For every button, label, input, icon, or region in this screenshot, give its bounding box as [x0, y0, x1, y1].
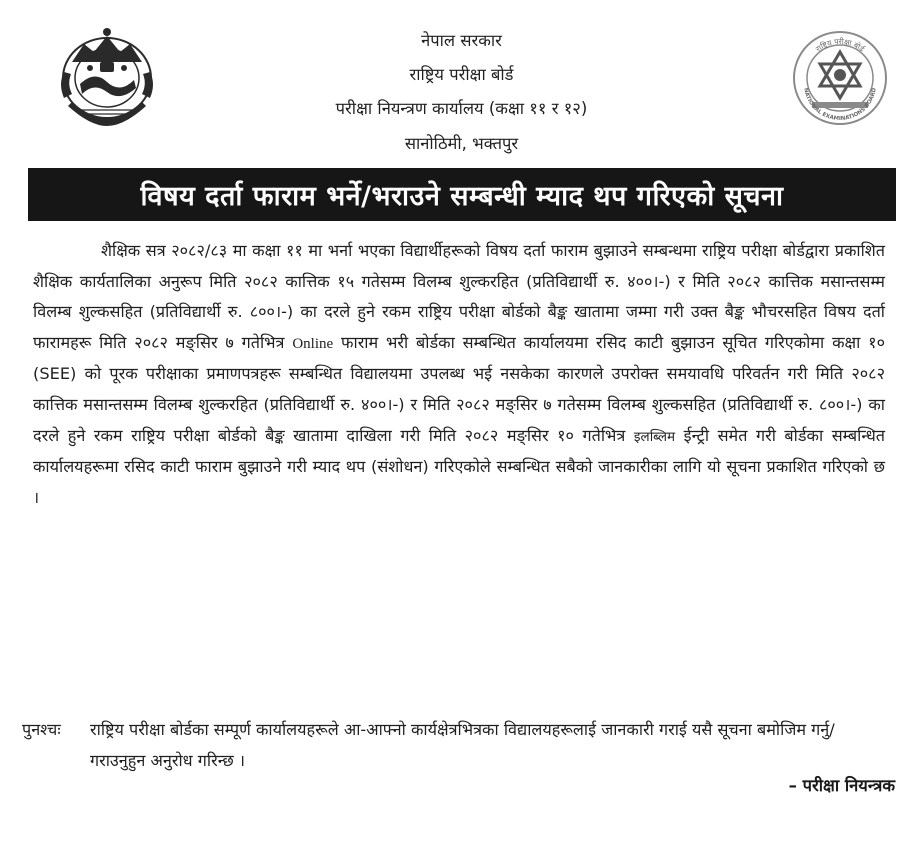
notice-body [33, 236, 885, 513]
title-banner [28, 168, 896, 221]
postscript-text: राष्ट्रिय परीक्षा बोर्डका सम्पूर्ण कार्यालयहरूले आ-आफ्नो कार्यक्षेत्रभित्रका विद्यालयहरूलाई जानकारी गराई यसै सूचना बमोजिम गर्नु/गराउनुहुन अनुरोध गरिन्छ । [90, 720, 835, 770]
body-text-part1: शैक्षिक सत्र २०८२/८३ मा कक्षा ११ मा भर्ना भएका विद्यार्थीहरूको विषय दर्ता फाराम बुझाउने सम्बन्धमा राष्ट्रिय परीक्षा बोर्डद्वारा प्रकाशित शैक्षिक कार्यतालिका अनुरूप मिति २०८२ कात्तिक १५ गतेसम्म विलम्ब शुल्करहित (प्रतिविद्यार्थी रु. ४००।-) र मिति २०८२ कात्तिक मसान्तसम्म विलम्ब शुल्कसहित (प्रतिविद्यार्थी रु. ८००।-) का दरले हुने रकम राष्ट्रिय परीक्षा बोर्डको बैङ्क खातामा जम्मा गरी उक्त बैङ्क भौचरसहित विषय दर्ता फारामहरू मिति २०८२ मङ्सिर ७ गतेभित्र [33, 241, 885, 352]
body-text-part3: ईन्ट्री समेत गरी बोर्डका सम्बन्धित कार्यालयहरूमा रसिद काटी फाराम बुझाउने गरी म्याद थप (संशोधन) गरिएकोले सम्बन्धित सबैको जानकारीका लागि यो सूचना प्रकाशित गरिएको छ । [33, 425, 885, 507]
national-examinations-board-logo [790, 28, 890, 128]
header-board: राष्ट्रिय परीक्षा बोर्ड [409, 65, 514, 84]
postscript-label: पुनश्चः [22, 720, 61, 739]
body-online-word: Online [292, 335, 334, 352]
body-text-part2: फाराम भरी बोर्डका सम्बन्धित कार्यालयमा रसिद काटी बुझाउन सूचित गरिएकोमा कक्षा १० (SEE) को पूरक परीक्षाका प्रमाणपत्रहरू सम्बन्धित विद्यालयमा उपलब्ध भई नसकेका कारणले उपरोक्त समयावधि परिवर्तन गरी मिति २०८२ कात्तिक मसान्तसम्म विलम्ब शुल्करहित (प्रतिविद्यार्थी रु. ४००।-) र मिति २०८२ मङ्सिर ७ गतेसम्म विलम्ब शुल्कसहित (प्रतिविद्यार्थी रु. ८००।-) का दरले हुने रकम राष्ट्रिय परीक्षा बोर्डको बैङ्क खातामा दाखिला गरी मिति २०८२ मङ्सिर १० गतेभित्र [33, 332, 885, 445]
logo-ring-text-bottom: NATIONAL EXAMINATIONS BOARD [802, 87, 878, 123]
header-office: परीक्षा नियन्त्रण कार्यालय (कक्षा ११ र १२) [335, 99, 588, 118]
notice-title: विषय दर्ता फाराम भर्ने/भराउने सम्बन्धी म्याद थप गरिएको सूचना [140, 181, 784, 212]
header-address: सानोठिमी, भक्तपुर [404, 134, 519, 153]
signature: – परीक्षा नियन्त्रक [788, 776, 895, 795]
header-government: नेपाल सरकार [421, 31, 502, 50]
body-small-word: इलब्लिम [633, 428, 676, 445]
logo-ring-text-top: राष्ट्रिय परीक्षा बोर्ड [814, 36, 867, 54]
